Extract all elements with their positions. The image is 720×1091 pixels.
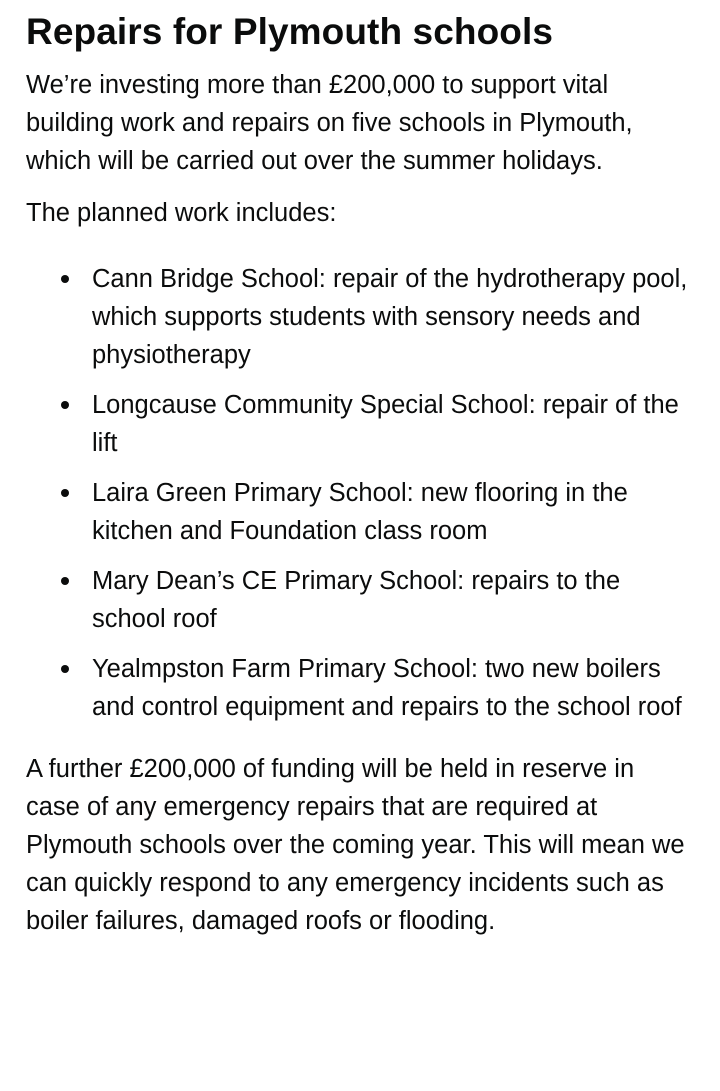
list-item xyxy=(26,650,694,726)
bullet-icon xyxy=(61,401,69,409)
bullet-icon xyxy=(61,665,69,673)
list-item xyxy=(26,562,694,638)
list-item-text: Yealmpston Farm Primary School: two new boilers and control equipment and repairs to the school roof xyxy=(92,655,682,721)
planned-work-list xyxy=(26,260,694,726)
bullet-icon xyxy=(61,275,69,283)
list-item xyxy=(26,474,694,550)
list-item-text: Mary Dean’s CE Primary School: repairs to the school roof xyxy=(92,567,621,633)
bullet-icon xyxy=(61,489,69,497)
conclusion-paragraph: A further £200,000 of funding will be held in reserve in case of any emergency repairs that are required at Plymouth schools over the coming year. This will mean we can quickly respond to any emergency incidents such as boiler failures, damaged roofs or flooding. xyxy=(26,755,685,935)
article-title: Repairs for Plymouth schools xyxy=(26,11,554,52)
list-item-text: Cann Bridge School: repair of the hydrotherapy pool, which supports students with sensory needs and physiotherapy xyxy=(92,265,688,369)
list-item xyxy=(26,260,694,374)
list-item-text: Longcause Community Special School: repair of the lift xyxy=(92,391,679,457)
intro-paragraph: We’re investing more than £200,000 to support vital building work and repairs on five schools in Plymouth, which will be carried out over the summer holidays. xyxy=(26,71,633,175)
list-item xyxy=(26,386,694,462)
lead-in-paragraph: The planned work includes: xyxy=(26,199,337,227)
bullet-icon xyxy=(61,577,69,585)
list-item-text: Laira Green Primary School: new flooring in the kitchen and Foundation class room xyxy=(92,479,628,545)
